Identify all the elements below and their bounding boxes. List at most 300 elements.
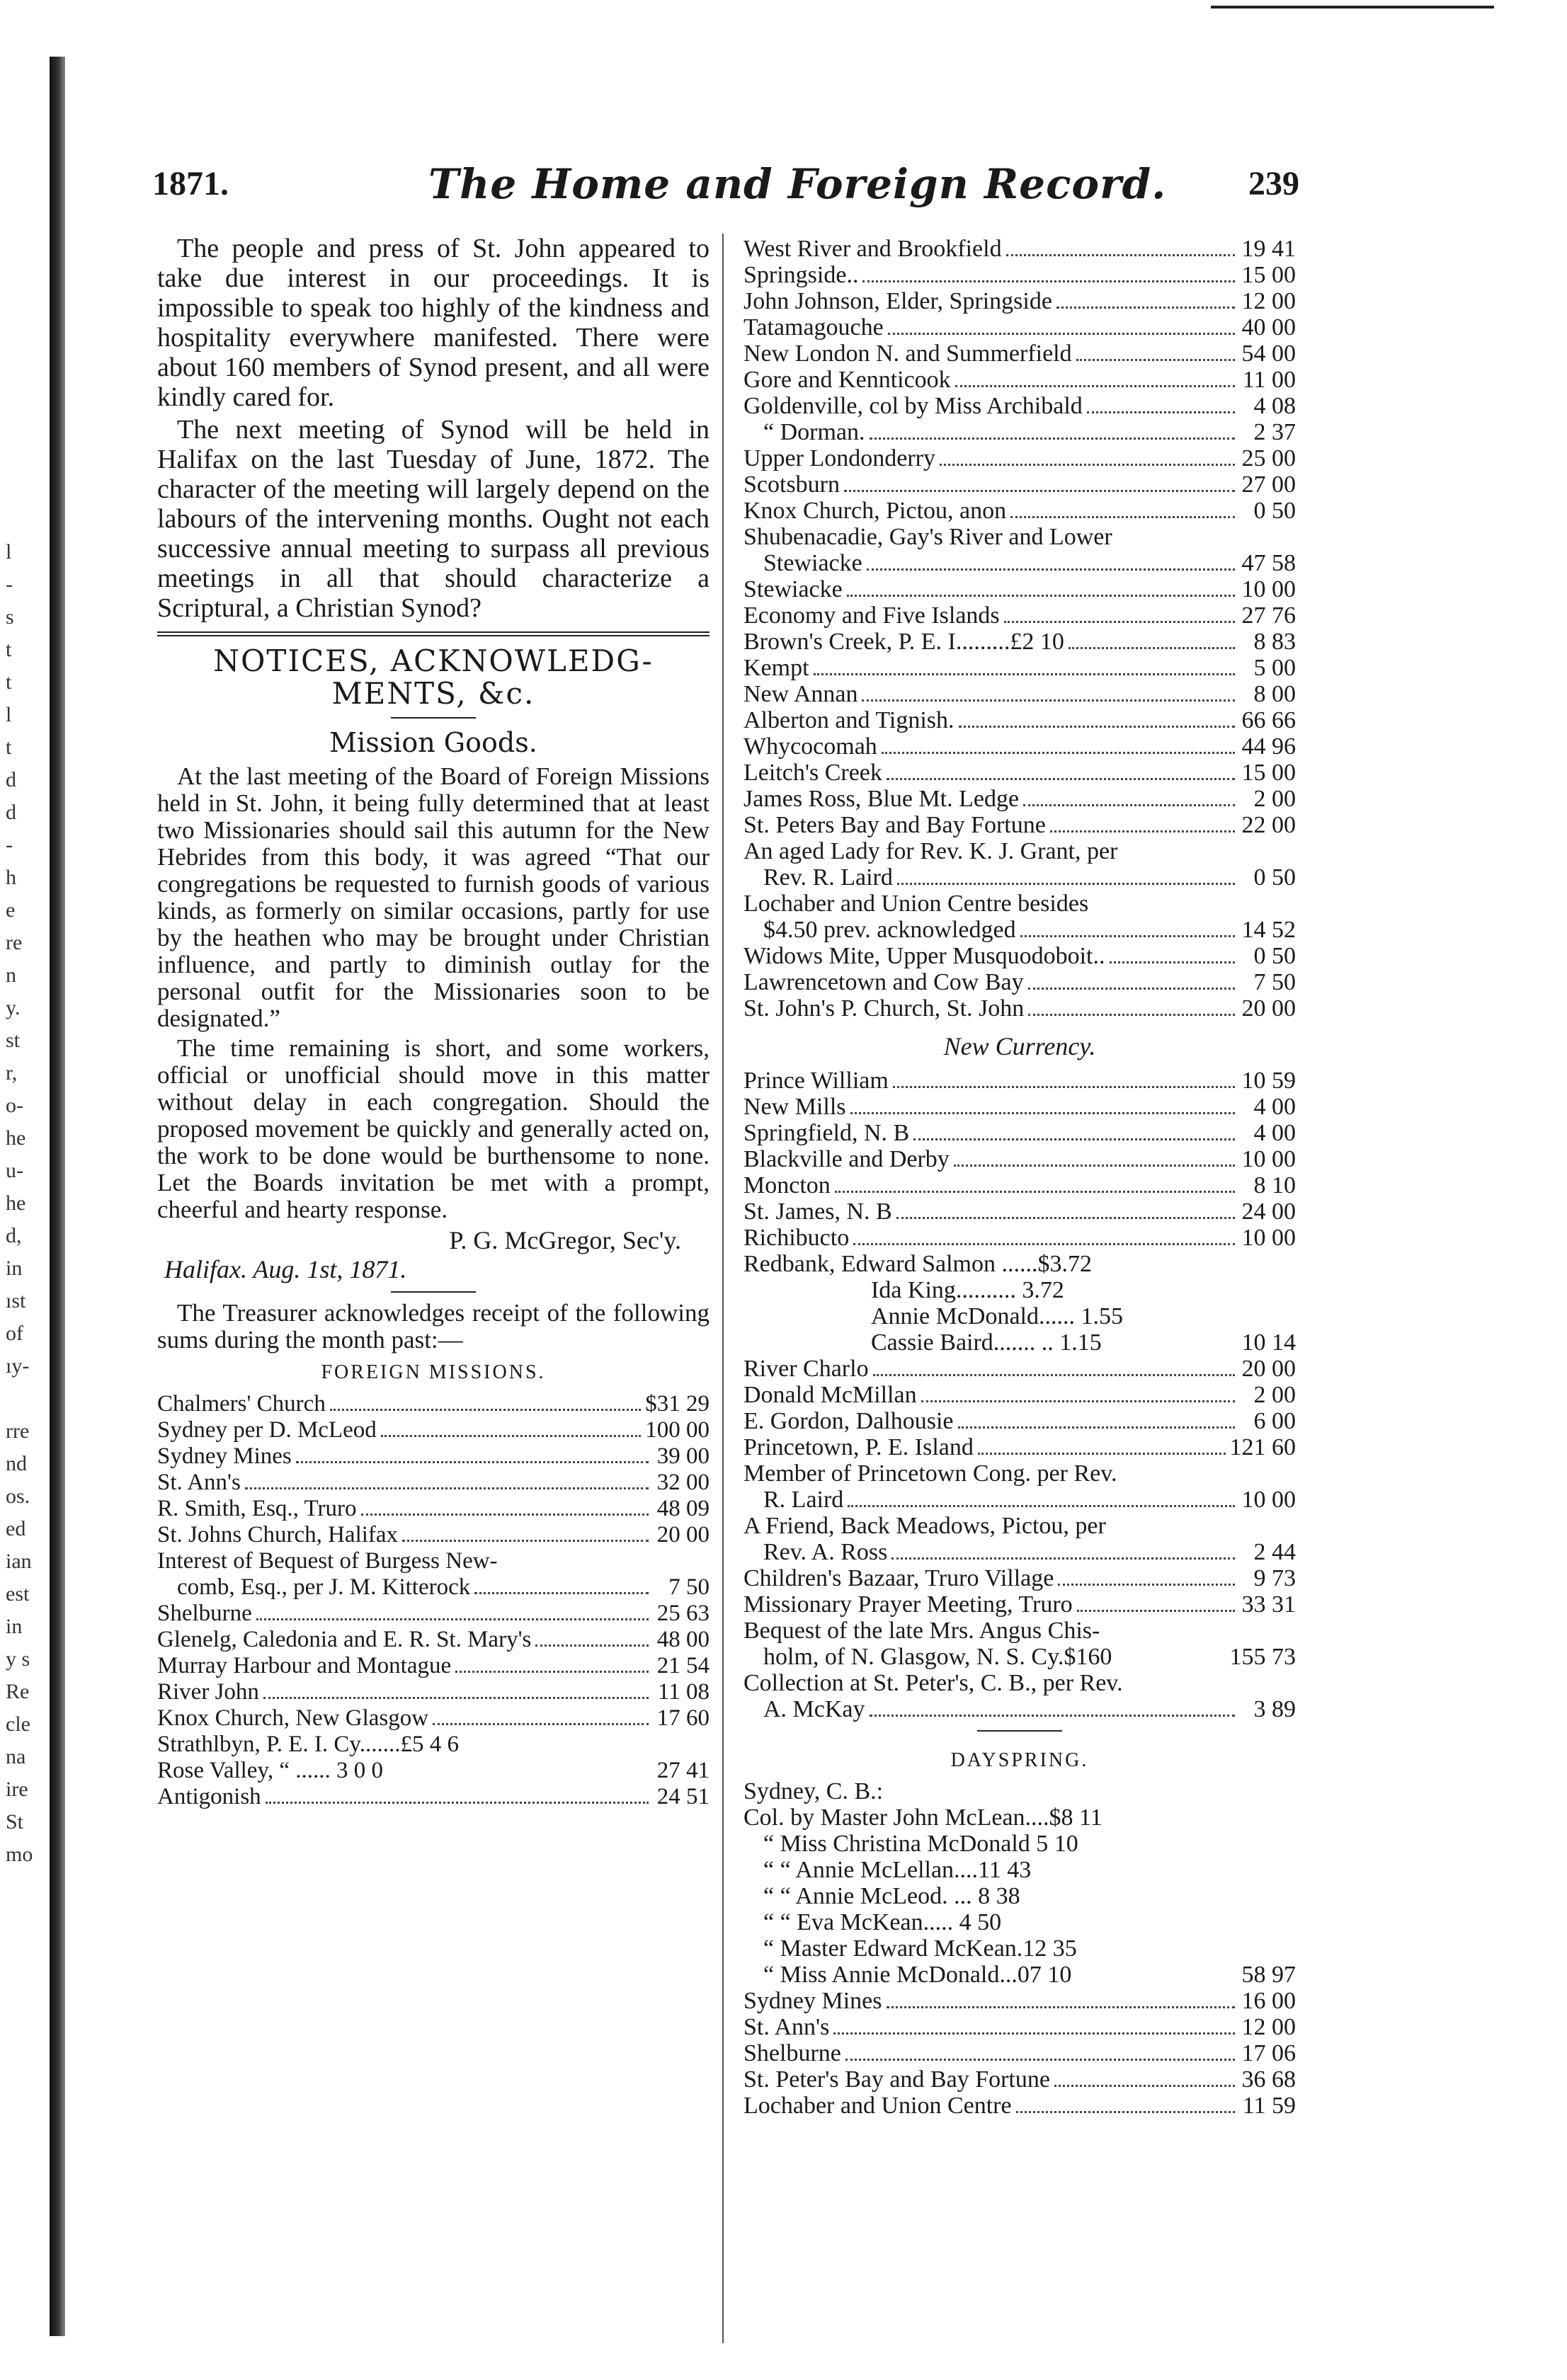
margin-fragment: u- xyxy=(6,1159,23,1182)
entry-amount: 58 97 xyxy=(1241,1962,1296,1988)
dot-leader xyxy=(474,1592,649,1594)
entry-amount: 20 00 xyxy=(1241,1356,1296,1382)
entry-amount: 5 00 xyxy=(1253,655,1296,681)
entry-name: Stewiacke xyxy=(743,577,843,602)
ledger-entry xyxy=(743,1540,1296,1566)
dot-leader xyxy=(1010,516,1235,518)
dot-leader xyxy=(433,1723,649,1725)
paragraph-synod-reception: The people and press of St. John appeared to take due interest in our proceedings. It is impossible to speak too highly of the kindness and hospitality everywhere manifested. There were about 160 members of Synod present, and all were kindly cared for. xyxy=(157,234,710,412)
ledger-entry xyxy=(743,1962,1296,1989)
dot-leader xyxy=(847,595,1235,597)
entry-amount: 12 00 xyxy=(1241,2014,1296,2040)
ledger-entry xyxy=(743,263,1296,289)
entry-name: New Annan xyxy=(743,682,858,707)
entry-name: Lochaber and Union Centre xyxy=(743,2093,1012,2119)
entry-name: Member of Princetown Cong. per Rev. xyxy=(743,1461,1117,1487)
ledger-entry xyxy=(157,1417,710,1443)
ledger-entry xyxy=(157,1627,710,1653)
entry-name: “ Master Edward McKean.12 35 xyxy=(763,1936,1077,1962)
ledger-entry xyxy=(157,1548,710,1574)
entry-amount: 11 00 xyxy=(1242,367,1296,393)
dot-leader xyxy=(893,1086,1235,1088)
entry-amount: 4 00 xyxy=(1253,1094,1296,1120)
entry-name: Brown's Creek, P. E. I.........£2 10 xyxy=(743,629,1064,655)
ledger-entry xyxy=(743,865,1296,891)
ledger-entry xyxy=(743,1461,1296,1487)
ledger-entry xyxy=(743,734,1296,760)
ledger-entry xyxy=(743,1252,1296,1278)
dot-leader xyxy=(1077,1610,1235,1612)
margin-fragment: re xyxy=(6,931,23,954)
entry-name: West River and Brookfield xyxy=(743,236,1002,262)
entry-name: Strathlbyn, P. E. I. Cy.......£5 4 6 xyxy=(157,1732,459,1757)
entry-name: John Johnson, Elder, Springside xyxy=(743,289,1052,314)
entry-name: Missionary Prayer Meeting, Truro xyxy=(743,1592,1073,1618)
entry-amount: 2 00 xyxy=(1253,1382,1296,1408)
ledger-entry xyxy=(743,1199,1296,1225)
entry-name: comb, Esq., per J. M. Kitterock xyxy=(177,1574,471,1600)
entry-name: Goldenville, col by Miss Archibald xyxy=(743,394,1083,419)
entry-name: Shelburne xyxy=(743,2041,841,2066)
margin-fragment: os. xyxy=(6,1484,30,1508)
dot-leader xyxy=(921,1400,1235,1402)
margin-fragment: d xyxy=(6,768,16,791)
entry-name: An aged Lady for Rev. K. J. Grant, per xyxy=(743,839,1118,864)
entry-name: Children's Bazaar, Truro Village xyxy=(743,1566,1054,1591)
entry-amount: 11 08 xyxy=(657,1679,710,1705)
ledger-entry xyxy=(743,1330,1296,1356)
entry-name: Scotsburn xyxy=(743,472,840,498)
notices-title: NOTICES, ACKNOWLEDG-MENTS, &c. xyxy=(213,643,654,711)
entry-amount: 8 83 xyxy=(1253,629,1296,655)
entry-amount: 7 50 xyxy=(1253,969,1296,995)
dot-leader xyxy=(535,1644,649,1647)
ledger-entry xyxy=(743,1094,1296,1121)
entry-amount: 15 00 xyxy=(1241,760,1296,786)
entry-name: Sydney Mines xyxy=(157,1443,292,1469)
dot-leader xyxy=(897,883,1235,885)
entry-name: E. Gordon, Dalhousie xyxy=(743,1409,954,1434)
entry-name: Rev. R. Laird xyxy=(763,865,893,891)
dateline: Halifax. Aug. 1st, 1871. xyxy=(164,1255,407,1283)
dot-leader xyxy=(978,1453,1226,1455)
entry-amount: 2 44 xyxy=(1253,1539,1296,1565)
entry-name: Col. by Master John McLean....$8 11 xyxy=(743,1805,1102,1831)
ledger-entry xyxy=(743,1831,1296,1858)
ledger-entry xyxy=(743,394,1296,420)
dot-leader xyxy=(891,1557,1235,1560)
entry-amount: 2 37 xyxy=(1253,419,1296,445)
dot-leader xyxy=(940,464,1235,466)
entry-name: St. John's P. Church, St. John xyxy=(743,996,1025,1022)
dot-leader xyxy=(867,568,1235,571)
ledger-entry xyxy=(743,1989,1296,2015)
entry-name: Gore and Kennticook xyxy=(743,367,951,393)
margin-fragment: r, xyxy=(6,1061,18,1085)
ledger-entry xyxy=(743,525,1296,551)
ledger-entry xyxy=(743,1618,1296,1644)
entry-name: “ Dorman. xyxy=(763,420,865,445)
section-rule xyxy=(157,631,710,636)
dot-leader xyxy=(888,333,1235,335)
ledger-entry xyxy=(157,1496,710,1522)
margin-fragment: he xyxy=(6,1191,26,1215)
entry-name: Knox Church, New Glasgow xyxy=(157,1705,429,1731)
paragraph-mission-goods: At the last meeting of the Board of Foreign Missions held in St. John, it being fully determined that at least two Missionaries should sail this autumn for the New Hebrides from this body, it was agreed “That our congregations be requested to furnish goods of various kinds, as formerly on similar occasions, partly for use by the heathen who may be brought under Christian influence, and partly to diminish outlay for the personal outfit for the Missionaries soon to be designated.” xyxy=(157,762,710,1032)
ledger-entry xyxy=(743,1304,1296,1330)
margin-fragment: t xyxy=(6,736,12,759)
entry-amount: 27 76 xyxy=(1241,602,1296,629)
dot-leader xyxy=(959,726,1235,728)
paragraph-time-remaining: The time remaining is short, and some workers, official or unofficial should move in this matter without delay in each congregation. Should the proposed movement be quickly and generally acted on, the work to be done would be burthensome to none. Let the Boards invitation be met with a prompt, cheerful and hearty response. xyxy=(157,1034,710,1223)
entry-name: Sydney Mines xyxy=(743,1989,882,2014)
entry-name: River Charlo xyxy=(743,1356,869,1382)
entry-amount: 66 66 xyxy=(1241,707,1296,733)
ledger-entry xyxy=(743,551,1296,577)
ledger-entry xyxy=(743,1592,1296,1618)
entry-amount: 6 00 xyxy=(1253,1408,1296,1434)
dot-leader xyxy=(954,1165,1235,1167)
ledger-entry xyxy=(157,1784,710,1810)
entry-name: R. Laird xyxy=(763,1487,844,1513)
entry-name: Annie McDonald...... 1.55 xyxy=(871,1304,1124,1329)
entry-name: Prince William xyxy=(743,1068,889,1094)
entry-amount: $31 29 xyxy=(645,1391,710,1417)
entry-name: Blackville and Derby xyxy=(743,1147,950,1172)
entry-name: Whycocomah xyxy=(743,734,877,760)
ledger-entry xyxy=(743,1779,1296,1805)
margin-fragment: St xyxy=(6,1810,24,1833)
ledger-entry xyxy=(157,1574,710,1601)
ledger-entry xyxy=(743,917,1296,944)
entry-name: Stewiacke xyxy=(763,551,862,576)
dot-leader xyxy=(402,1540,649,1542)
margin-fragment: est xyxy=(6,1582,30,1606)
ledger-entry xyxy=(743,2015,1296,2041)
dot-leader xyxy=(1076,359,1235,361)
ledger-entry xyxy=(743,891,1296,917)
entry-amount: 10 00 xyxy=(1241,1146,1296,1172)
margin-fragment: ire xyxy=(6,1778,28,1801)
new-currency-list xyxy=(743,1068,1296,1723)
entry-name: “ Miss Christina McDonald 5 10 xyxy=(763,1831,1078,1857)
dot-leader xyxy=(862,699,1235,702)
ledger-entry xyxy=(743,1409,1296,1435)
entry-amount: 7 50 xyxy=(668,1574,710,1600)
paragraph-next-meeting: The next meeting of Synod will be held in Halifax on the last Tuesday of June, 1872. The character of the meeting will largely depend on the labours of the intervening months. Ought not each successive annual meeting to surpass all previous meetings in all that should characterize a Scriptural, a Christian Synod? xyxy=(157,415,710,623)
entry-name: Kempt xyxy=(743,656,809,681)
page-header xyxy=(152,160,1299,214)
ledger-entry xyxy=(743,656,1296,682)
entry-amount: 0 50 xyxy=(1253,864,1296,891)
dot-leader xyxy=(882,752,1235,754)
entry-amount: 20 00 xyxy=(656,1522,710,1547)
entry-amount: 19 41 xyxy=(1241,236,1296,262)
entry-amount: 11 59 xyxy=(1242,2093,1296,2119)
dot-leader xyxy=(1110,961,1236,963)
ledger-entry xyxy=(743,1278,1296,1304)
right-column xyxy=(743,234,1296,2119)
margin-fragment: in xyxy=(6,1615,23,1638)
short-rule xyxy=(391,1291,476,1293)
entry-amount: 25 63 xyxy=(656,1601,710,1626)
ledger-entry xyxy=(743,2067,1296,2093)
ledger-entry xyxy=(157,1653,710,1679)
entry-name: Springside.. xyxy=(743,263,859,288)
ledger-entry xyxy=(743,2093,1296,2119)
dot-leader xyxy=(887,778,1235,780)
column-divider xyxy=(722,234,724,2343)
dot-leader xyxy=(873,1374,1235,1376)
entry-amount: 39 00 xyxy=(656,1443,710,1469)
ledger-entry xyxy=(743,1566,1296,1592)
dot-leader xyxy=(833,2032,1235,2035)
margin-fragment: y. xyxy=(6,996,21,1019)
ledger-entry xyxy=(743,1858,1296,1884)
entry-amount: 14 52 xyxy=(1241,917,1296,943)
entry-name: Glenelg, Caledonia and E. R. St. Mary's xyxy=(157,1627,532,1652)
ledger-entry xyxy=(743,472,1296,498)
margin-fragment: ian xyxy=(6,1550,32,1573)
margin-fragment: he xyxy=(6,1126,26,1150)
entry-name: New London N. and Summerfield xyxy=(743,341,1072,367)
dot-leader xyxy=(330,1409,641,1411)
ledger-entry xyxy=(743,1147,1296,1173)
entry-name: $4.50 prev. acknowledged xyxy=(763,917,1016,943)
margin-fragment: l xyxy=(6,703,12,726)
dot-leader xyxy=(862,280,1235,282)
dayspring-list xyxy=(743,1779,1296,2119)
dot-leader xyxy=(455,1671,649,1673)
entry-amount: 27 41 xyxy=(656,1758,710,1783)
entry-amount: 48 00 xyxy=(656,1627,710,1652)
entry-name: Lawrencetown and Cow Bay xyxy=(743,970,1024,995)
dot-leader xyxy=(1050,830,1235,833)
entry-amount: 155 73 xyxy=(1229,1644,1296,1670)
dot-leader xyxy=(848,1505,1235,1507)
dot-leader xyxy=(870,1715,1235,1717)
ledger-entry xyxy=(743,760,1296,786)
entry-name: Widows Mite, Upper Musquodoboit.. xyxy=(743,944,1105,969)
entry-amount: 3 89 xyxy=(1253,1696,1296,1722)
margin-fragment: t xyxy=(6,638,12,661)
ledger-entry xyxy=(743,1225,1296,1252)
entry-amount: 2 00 xyxy=(1253,786,1296,812)
dayspring-heading: DAYSPRING. xyxy=(950,1749,1089,1771)
ledger-entry xyxy=(157,1391,710,1417)
entry-amount: 17 06 xyxy=(1241,2040,1296,2066)
entry-name: Donald McMillan xyxy=(743,1383,917,1408)
entry-amount: 44 96 xyxy=(1241,733,1296,760)
entry-name: St. Peters Bay and Bay Fortune xyxy=(743,813,1046,838)
entry-name: Collection at St. Peter's, C. B., per Rev. xyxy=(743,1671,1123,1696)
margin-fragment: nd xyxy=(6,1452,27,1475)
ledger-entry xyxy=(743,1121,1296,1147)
margin-fragment: o- xyxy=(6,1094,23,1117)
entry-name: Rev. A. Ross xyxy=(763,1540,888,1565)
entry-name: R. Smith, Esq., Truro xyxy=(157,1496,357,1521)
ledger-entry xyxy=(743,446,1296,472)
entry-name: River John xyxy=(157,1679,259,1705)
entry-amount: 40 00 xyxy=(1241,314,1296,341)
dot-leader xyxy=(1028,988,1235,990)
dot-leader xyxy=(896,1217,1235,1219)
entry-amount: 16 00 xyxy=(1241,1988,1296,2014)
ledger-entry xyxy=(743,682,1296,708)
ledger-entry xyxy=(157,1732,710,1758)
ledger-entry xyxy=(743,1356,1296,1383)
entry-name: Economy and Five Islands xyxy=(743,603,1000,629)
ledger-entry xyxy=(743,996,1296,1022)
entry-name: “ “ Eva McKean..... 4 50 xyxy=(763,1910,1002,1935)
margin-fragment: ıy- xyxy=(6,1354,30,1378)
ledger-entry xyxy=(743,1068,1296,1094)
ledger-entry xyxy=(743,420,1296,446)
entry-name: Upper Londonderry xyxy=(743,446,935,471)
dot-leader xyxy=(814,673,1235,675)
ledger-entry xyxy=(743,1884,1296,1910)
entry-amount: 0 50 xyxy=(1253,498,1296,524)
ledger-entry xyxy=(743,1910,1296,1936)
dot-leader xyxy=(361,1514,649,1516)
entry-amount: 10 14 xyxy=(1241,1329,1296,1356)
ledger-entry xyxy=(743,2041,1296,2067)
entry-amount: 121 60 xyxy=(1229,1434,1296,1460)
entry-name: Knox Church, Pictou, anon xyxy=(743,498,1007,524)
entry-name: Antigonish xyxy=(157,1784,261,1809)
entry-name: Leitch's Creek xyxy=(743,760,882,786)
ledger-entry xyxy=(157,1705,710,1732)
new-currency-heading: New Currency. xyxy=(943,1032,1096,1060)
dot-leader xyxy=(1016,2111,1235,2113)
margin-fragment: d, xyxy=(6,1224,22,1247)
ledger-entry xyxy=(743,1435,1296,1461)
entry-name: A. McKay xyxy=(763,1697,865,1722)
ledger-entry xyxy=(743,839,1296,865)
margin-fragment: Re xyxy=(6,1680,30,1703)
entry-amount: 32 00 xyxy=(656,1470,710,1495)
treasurer-note: The Treasurer acknowledges receipt of the following sums during the month past:— xyxy=(157,1299,710,1354)
ledger-entry xyxy=(743,289,1296,315)
entry-amount: 10 59 xyxy=(1241,1068,1296,1094)
margin-fragment: s xyxy=(6,605,14,629)
dot-leader xyxy=(1054,2085,1235,2087)
entry-amount: 15 00 xyxy=(1241,262,1296,288)
dot-leader xyxy=(1087,411,1235,413)
dot-leader xyxy=(245,1487,649,1489)
mission-goods-title: Mission Goods. xyxy=(329,727,537,758)
entry-name: New Mills xyxy=(743,1094,846,1120)
entry-name: St. Ann's xyxy=(743,2015,830,2040)
dot-leader xyxy=(913,1138,1235,1140)
entry-name: Moncton xyxy=(743,1173,831,1198)
masthead-title: The Home and Foreign Record. xyxy=(428,160,1167,208)
dot-leader xyxy=(853,1243,1235,1245)
margin-fragment: - xyxy=(6,833,13,857)
entry-name: Tatamagouche xyxy=(743,315,884,341)
margin-fragment: cle xyxy=(6,1712,30,1736)
entry-name: Lochaber and Union Centre besides xyxy=(743,891,1089,917)
dot-leader xyxy=(835,1191,1235,1193)
entry-name: Richibucto xyxy=(743,1225,850,1251)
margin-text-fragments xyxy=(6,538,98,1873)
entry-amount: 21 54 xyxy=(656,1653,710,1678)
entry-name: “ “ Annie McLeod. ... 8 38 xyxy=(763,1884,1020,1909)
entry-amount: 4 08 xyxy=(1253,393,1296,419)
entry-amount: 12 00 xyxy=(1241,288,1296,314)
margin-fragment: n xyxy=(6,963,16,987)
ledger-entry xyxy=(743,236,1296,263)
foreign-missions-list xyxy=(157,1391,710,1810)
margin-fragment: st xyxy=(6,1029,21,1052)
short-rule xyxy=(391,717,476,719)
dot-leader xyxy=(850,1112,1236,1114)
ledger-entry xyxy=(743,970,1296,996)
entry-amount: 100 00 xyxy=(645,1417,710,1443)
entry-amount: 17 60 xyxy=(656,1705,710,1731)
entry-name: A Friend, Back Meadows, Pictou, per xyxy=(743,1514,1106,1539)
entry-name: Murray Harbour and Montague xyxy=(157,1653,452,1678)
top-rule xyxy=(1211,6,1494,8)
ledger-entry xyxy=(743,1671,1296,1697)
page-number: 239 xyxy=(1248,165,1299,202)
dot-leader xyxy=(958,1426,1235,1429)
entry-name: St. James, N. B xyxy=(743,1199,892,1225)
entry-name: Ida King.......... 3.72 xyxy=(871,1278,1064,1303)
entry-name: Shubenacadie, Gay's River and Lower xyxy=(743,525,1112,550)
ledger-entry xyxy=(743,786,1296,813)
entry-amount: 47 58 xyxy=(1241,550,1296,576)
ledger-entry xyxy=(157,1443,710,1470)
ledger-entry xyxy=(743,1487,1296,1514)
entry-amount: 9 73 xyxy=(1253,1565,1296,1591)
short-rule xyxy=(977,1730,1062,1732)
entry-name: Cassie Baird....... .. 1.15 xyxy=(871,1330,1102,1356)
ledger-entry xyxy=(743,603,1296,629)
ledger-entry xyxy=(157,1758,710,1784)
entry-name: Chalmers' Church xyxy=(157,1391,326,1417)
entry-name: Bequest of the late Mrs. Angus Chis- xyxy=(743,1618,1100,1644)
ledger-entry xyxy=(743,1644,1296,1671)
ledger-entry xyxy=(743,1383,1296,1409)
entry-amount: 8 00 xyxy=(1253,681,1296,707)
entry-amount: 10 00 xyxy=(1241,1225,1296,1251)
entry-amount: 27 00 xyxy=(1241,471,1296,498)
margin-fragment: mo xyxy=(6,1843,33,1866)
dot-leader xyxy=(870,437,1235,440)
dot-leader xyxy=(887,2006,1236,2008)
ledger-entry xyxy=(743,1936,1296,1962)
margin-fragment: in xyxy=(6,1257,23,1280)
ledger-entry xyxy=(743,577,1296,603)
entry-name: James Ross, Blue Mt. Ledge xyxy=(743,786,1020,812)
entry-amount: 0 50 xyxy=(1253,943,1296,969)
entry-amount: 10 00 xyxy=(1241,1487,1296,1513)
entry-name: “ “ Annie McLellan....11 43 xyxy=(763,1858,1032,1883)
ledger-entry xyxy=(743,341,1296,367)
dot-leader xyxy=(845,2059,1235,2061)
ledger-entry xyxy=(743,1805,1296,1831)
entry-amount: 33 31 xyxy=(1241,1591,1296,1618)
entry-name: St. Ann's xyxy=(157,1470,241,1495)
ledger-entry xyxy=(743,629,1296,656)
entry-amount: 8 10 xyxy=(1253,1172,1296,1198)
ledger-entry xyxy=(743,944,1296,970)
ledger-entry xyxy=(743,1697,1296,1723)
margin-fragment: na xyxy=(6,1745,26,1768)
margin-fragment: t xyxy=(6,670,12,694)
dot-leader xyxy=(266,1802,649,1804)
